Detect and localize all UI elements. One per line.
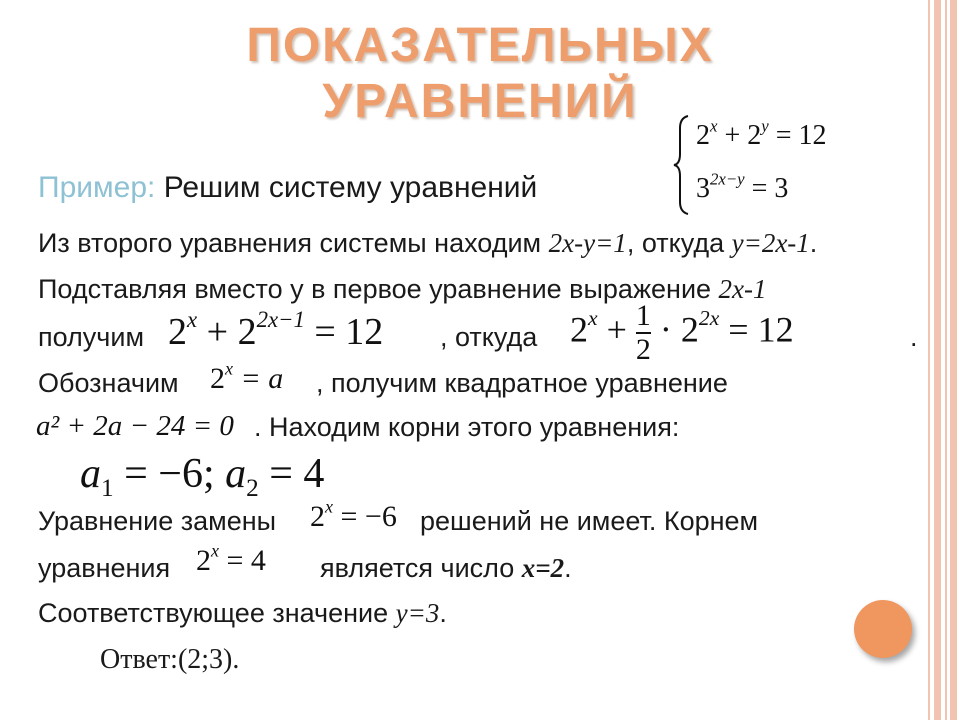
text-line-7-rest: является число x=2.: [320, 553, 572, 583]
system-brace: [672, 114, 692, 216]
text-line-4-rest: , получим квадратное уравнение: [316, 368, 728, 398]
title-line-1: ПОКАЗАТЕЛЬНЫХ: [246, 19, 714, 72]
formula-root: 2$^x$ = 4: [196, 540, 266, 577]
text-line-3-label: получим: [38, 322, 145, 352]
text-line-7-label: уравнения: [38, 553, 171, 583]
text-line-5-rest: . Находим корни этого уравнения:: [254, 412, 680, 442]
title-line-2: УРАВНЕНИЙ: [322, 75, 638, 128]
system-eq-2: $3^{2x-y} = 3$: [696, 169, 789, 204]
example-text: Решим систему уравнений: [163, 171, 538, 204]
slide-title: [0, 18, 960, 130]
example-line: [38, 171, 537, 205]
example-label: Пример: [38, 171, 147, 204]
formula-roots: $a_1 = -6$; $a_2 = 4$: [80, 451, 325, 502]
system-eq-1: 2$^x$ + 2$^y$ = 12: [696, 116, 827, 151]
text-line-1: Из второго уравнения системы находим 2x-y=1, откуда y=2x-1.: [38, 228, 818, 258]
text-line-6-rest: решений не имеет. Корнем: [420, 506, 759, 536]
fraction-one-half: $\frac{1}{2}$: [635, 299, 651, 366]
formula-transformed: 2$^x$ + $\frac{1}{2}$ · $2^{2x} = 12$: [570, 299, 794, 366]
formula-substituted: $2^x + 2^{2x-1} = 12$: [168, 306, 384, 353]
text-line-4-label: Обозначим: [38, 368, 179, 398]
text-line-3-end: .: [910, 322, 918, 352]
text-line-8: Соответствующее значение y=3.: [38, 598, 447, 628]
formula-quadratic: a² + 2a − 24 = 0: [36, 410, 234, 442]
decor-circle: [854, 600, 912, 658]
formula-no-solution: 2$^x$ = −6: [310, 496, 397, 533]
formula-substitution: 2$^x$ = a: [210, 358, 284, 395]
example-colon: :: [147, 171, 156, 204]
text-line-2: Подставляя вместо у в первое уравнение выражение 2x-1: [38, 274, 767, 304]
answer-text: Ответ:(2;3).: [100, 644, 240, 675]
text-line-3-mid: , откуда: [440, 322, 538, 352]
text-line-6-label: Уравнение замены: [38, 506, 277, 536]
